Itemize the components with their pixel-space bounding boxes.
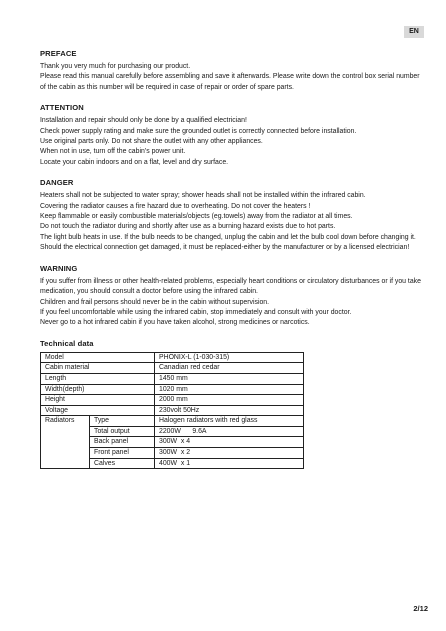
danger-line: Heaters shall not be subjected to water spray; shower heads shall not be installed within the infrared cabin. [40,192,366,200]
danger-line: The light bulb heats in use. If the bulb needs to be changed, unplug the cabin and let the bulb cool down before changing it. [40,233,416,241]
radiator-value: 2200W 9.6A [155,426,304,437]
preface-section [40,49,426,93]
attention-line: Installation and repair should only be done by a qualified electrician! [40,117,247,125]
warning-section [40,264,426,329]
danger-section [40,178,426,253]
table-row [41,363,304,374]
attention-line: Locate your cabin indoors and on a flat, level and dry surface. [40,158,229,166]
language-badge: EN [404,26,424,38]
warning-line: Never go to a hot infrared cabin if you have taken alcohol, strong medicines or narcotics. [40,319,310,327]
preface-line: Thank you very much for purchasing our product. [40,63,191,70]
attention-line: Use original parts only. Do not share the outlet with any other appliances. [40,138,263,146]
radiator-value: 300W x 4 [155,437,304,448]
table-row [41,395,304,406]
radiator-sub-label: Back panel [90,437,155,448]
spec-label: Width(depth) [41,384,155,395]
danger-line: Covering the radiator causes a fire hazard due to overheating. Do not cover the heaters ! [40,202,311,210]
radiator-sub-label: Front panel [90,448,155,459]
spec-label: Cabin material [41,363,155,374]
danger-line: Do not touch the radiator during and shortly after use as a burning hazard exists due to hot parts. [40,223,336,231]
radiator-sub-label: Type [90,416,155,427]
table-row [41,384,304,395]
radiator-sub-label: Total output [90,426,155,437]
spec-value: Canadian red cedar [155,363,304,374]
preface-heading: PREFACE [40,49,77,58]
spec-value: 1020 mm [155,384,304,395]
attention-line: When not in use, turn off the cabin’s power unit. [40,148,186,156]
warning-line: Children and frail persons should never be in the cabin without supervision. [40,298,270,306]
warning-line: If you feel uncomfortable while using the infrared cabin, stop immediately and consult with your doctor. [40,308,352,316]
radiator-value: 400W x 1 [155,458,304,469]
attention-heading: ATTENTION [40,103,84,113]
page-number: 2/12 [413,604,428,613]
spec-label: Length [41,373,155,384]
spec-label: Voltage [41,405,155,416]
spec-label: Model [41,352,155,363]
technical-data-table [40,352,304,470]
danger-heading: DANGER [40,178,74,188]
table-row [41,416,304,427]
warning-heading: WARNING [40,263,78,273]
spec-value: PHÖNIX-L (1-030-315) [155,352,304,363]
warning-line: If you suffer from illness or other health-related problems, especially heart conditions or circulatory disturbances or if you take medication, you should consult a doctor before using the infrared cabin. [40,277,421,296]
spec-value: 2000 mm [155,395,304,406]
table-row [41,373,304,384]
table-row [41,405,304,416]
danger-line: Should the electrical connection get damaged, it must be replaced-either by the manufacturer or by a licensed electrician! [40,244,410,252]
technical-section [40,339,426,470]
radiator-value: 300W x 2 [155,448,304,459]
table-row [41,352,304,363]
spec-value: 230volt 50Hz [155,405,304,416]
radiators-label: Radiators [41,416,90,469]
attention-section [40,103,426,168]
attention-line: Check power supply rating and make sure the grounded outlet is correctly connected before installation. [40,127,357,135]
radiator-sub-label: Calves [90,458,155,469]
preface-line: Please read this manual carefully before assembling and save it afterwards. Please write down the control box serial number of the cabin as this number will be required in case of repair or order of spare parts. [40,73,420,91]
danger-line: Keep flammable or easily combustible materials/objects (eg.towels) away from the radiator at all times. [40,213,353,221]
document-body [40,49,426,479]
technical-heading: Technical data [40,338,94,348]
spec-label: Height [41,395,155,406]
spec-value: 1450 mm [155,373,304,384]
radiator-value: Halogen radiators with red glass [155,416,304,427]
